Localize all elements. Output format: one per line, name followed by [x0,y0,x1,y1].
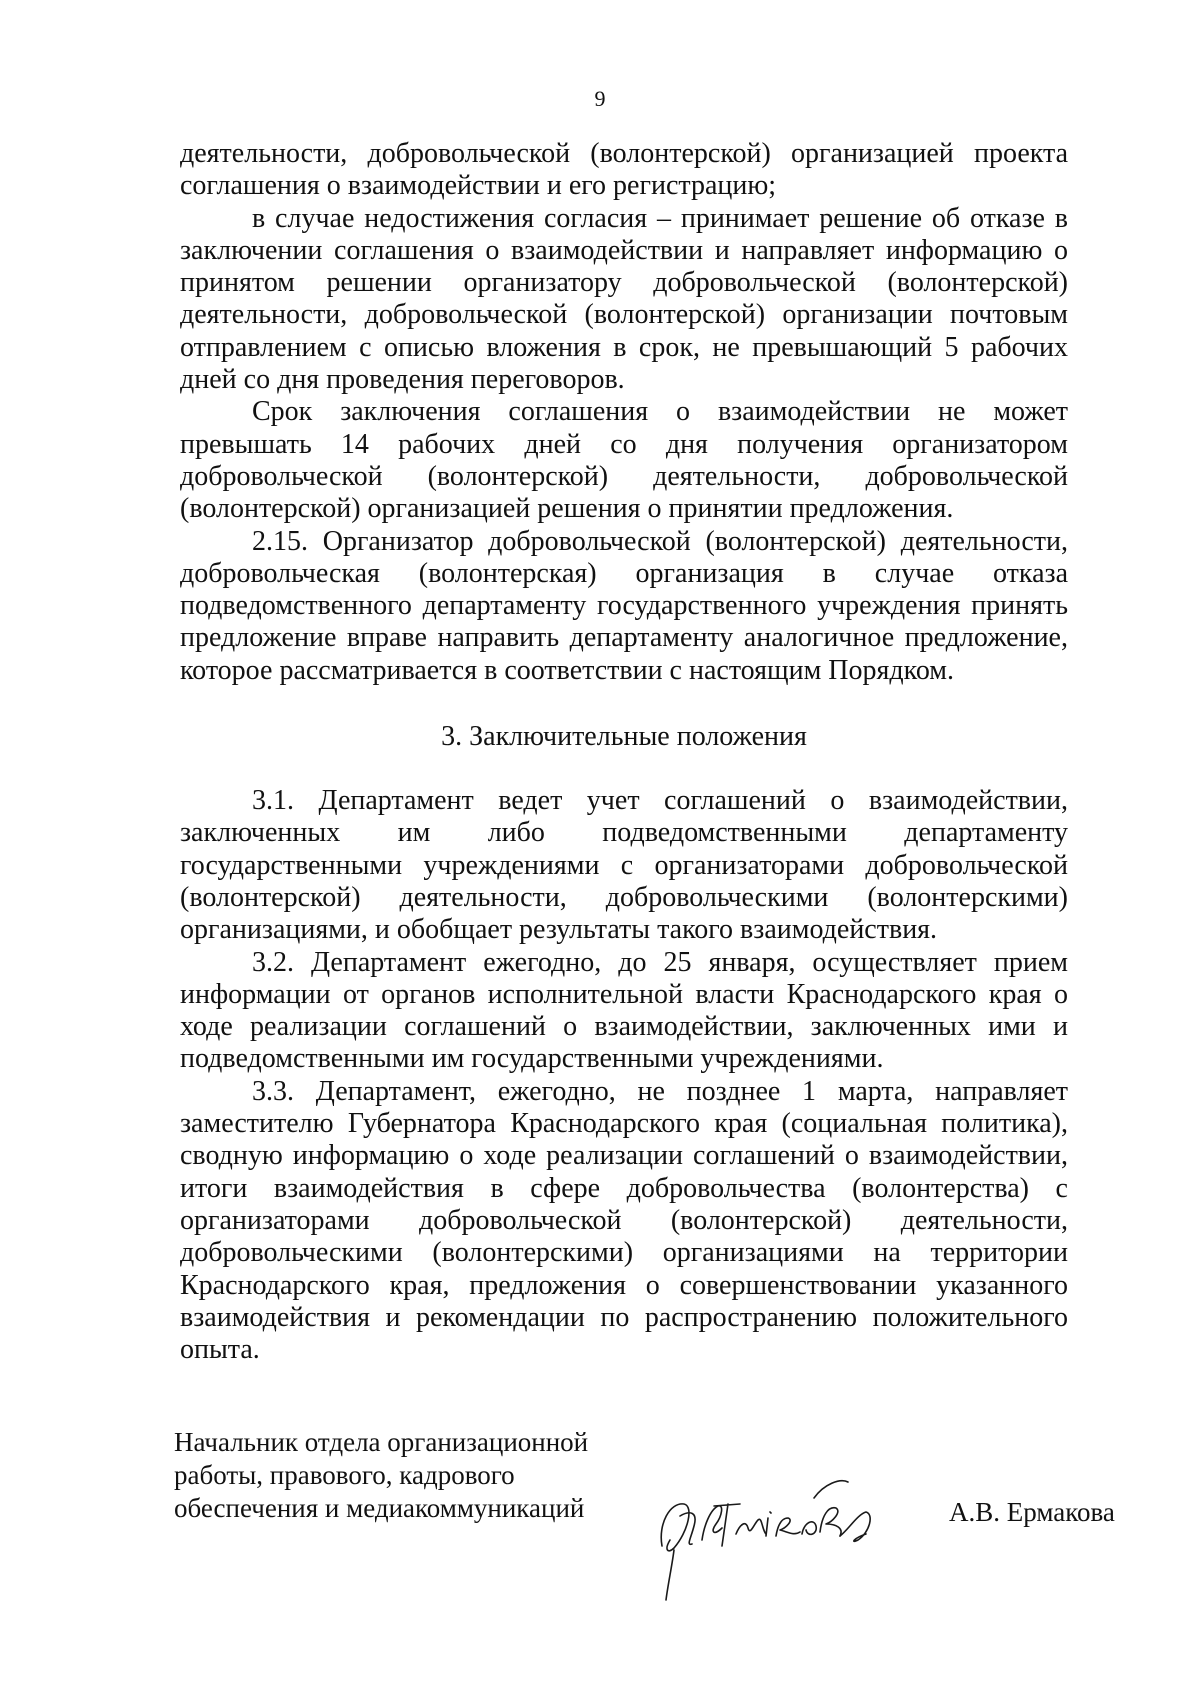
signer-name: А.В. Ермакова [949,1497,1115,1527]
paragraph-2: в случае недостижения согласия – принимает решение об отказе в заключении соглашения о взаимодействии и направляет информацию о принятом решении организатору добровольческой (волонтерской) деятельности, добровольческой (волонтерской) организации почтовым отправлением с описью вложения в срок, не превышающий 5 рабочих дней со дня проведения переговоров. [180,202,1068,396]
handwritten-signature-icon [644,1454,884,1604]
signature-block [174,1426,1134,1576]
section-heading: 3. Заключительные положения [441,721,807,753]
signer-position-line-1: Начальник отдела организационной [174,1427,589,1457]
page-number: 9 [594,86,606,111]
signer-position-line-3: обеспечения и медиакоммуникаций [174,1493,585,1523]
paragraph-3-3: 3.3. Департамент, ежегодно, не позднее 1 марта, направляет заместителю Губернатора Краснодарского края (социальная политика), сводную информацию о ходе реализации соглашений о взаимодействии, итоги взаимодействия в сфере добровольчества (волонтерства) с организаторами добровольческой (волонтерской) деятельности, добровольческими (волонтерскими) организациями на территории Краснодарского края, предложения о совершенствовании указанного взаимодействия и рекомендации по распространению положительного опыта. [180,1075,1068,1366]
paragraph-3-2: 3.2. Департамент ежегодно, до 25 января, осуществляет прием информации от органов исполнительной власти Краснодарского края о ходе реализации соглашений о взаимодействии, заключенных ими и подведомственными им государственными учреждениями. [180,946,1068,1075]
paragraph-3: Срок заключения соглашения о взаимодействии не может превышать 14 рабочих дней со дня получения организатором добровольческой (волонтерской) деятельности, добровольческой (волонтерской) организацией решения о принятии предложения. [180,396,1068,525]
paragraph-2-15: 2.15. Организатор добровольческой (волонтерской) деятельности, добровольческая (волонтерская) организация в случае отказа подведомственного департаменту государственного учреждения принять предложение вправе направить департаменту аналогичное предложение, которое рассматривается в соответствии с настоящим Порядком. [180,525,1068,686]
paragraph-1: деятельности, добровольческой (волонтерской) организацией проекта соглашения о взаимодействии и его регистрацию; [180,138,1068,202]
signer-position [174,1426,588,1525]
paragraph-3-1: 3.1. Департамент ведет учет соглашений о взаимодействии, заключенных им либо подведомственными департаменту государственными учреждениями с организаторами добровольческой (волонтерской) деятельности, добровольческими (волонтерскими) организациями, и обобщает результаты такого взаимодействия. [180,785,1068,946]
document-body [180,138,1068,1366]
signer-position-line-2: работы, правового, кадрового [174,1460,515,1490]
